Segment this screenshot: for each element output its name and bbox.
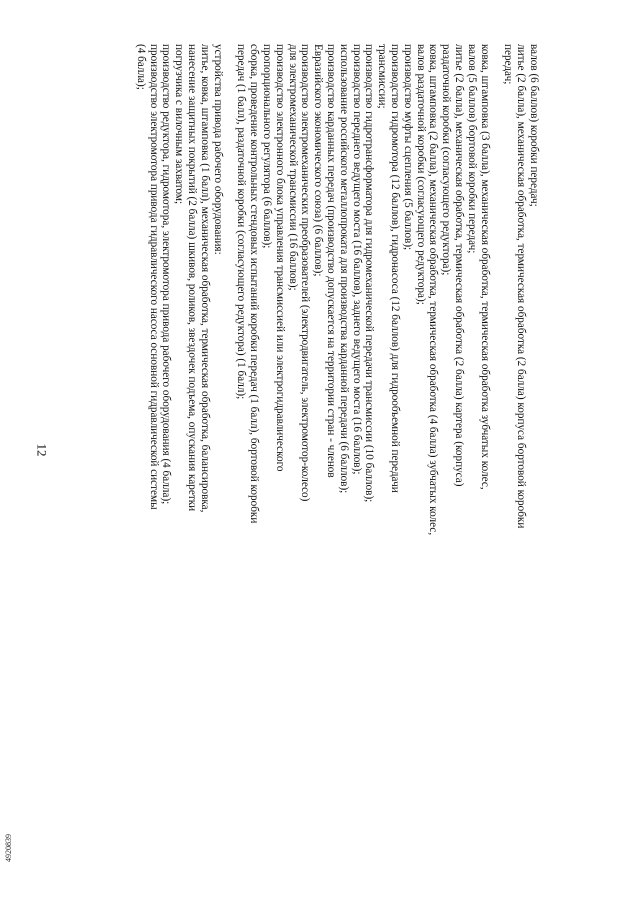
text-line: литье (2 балла), механическая обработка, термическая обработка (2 балла) корпуса бортовой коробки <box>515 44 528 529</box>
document-id: 4920839 <box>4 834 13 862</box>
text-line: сборка, проведение контрольных стендовых испытаний коробки передач (1 балл), бортовой коробки <box>248 44 261 524</box>
text-line: валов (6 баллов) коробки передач; <box>528 44 540 207</box>
text-line: литье (2 балла), механическая обработка, термическая обработка (2 балла) картера (корпуса) <box>453 44 466 487</box>
text-line: производство гидротрансформатора для гидромеханической передачи трансмиссии (10 баллов); <box>363 44 376 503</box>
text-line: трансмиссии; <box>376 44 389 109</box>
text-line: для электромеханической трансмиссии (16 баллов); <box>286 44 299 291</box>
text-line: нанесение защитных покрытий (2 балла) шкивов, роликов, звездочек подъема, опускания каретки <box>186 44 199 512</box>
text-line: пропорционального регулятора (6 баллов); <box>261 44 274 249</box>
text-line: литье, ковка, штамповка (1 балл), механическая обработка, термическая обработка, балансировка, <box>198 44 211 513</box>
text-line: погрузчика с вилочным захватом; <box>173 44 186 205</box>
text-line: производство электромеханических преобразователей (электродвигатель, электромотор-колесо) <box>299 44 312 502</box>
text-line: производство электронного блока управления трансмиссией или электрогидравлического <box>273 44 286 472</box>
text-line: производство гидромотора (12 баллов), гидронасоса (12 баллов) для гидрообъемной передачи <box>389 44 402 493</box>
text-line: производство редуктора, гидромотора, электромотора привода рабочего оборудования (4 балла); <box>160 44 173 505</box>
text-line: производство электромотора привода гидравлического насоса основной гидравлической системы <box>147 44 160 510</box>
text-line: производство переднего ведущего моста (16 баллов), заднего ведущего моста (16 баллов); <box>350 44 363 475</box>
text-line: валов (5 баллов) бортовой коробки передач; <box>465 44 478 254</box>
paragraph-transmission-items <box>235 44 491 844</box>
page-number: 12 <box>34 443 50 457</box>
text-line: раздаточной коробки (согласующего редуктора); <box>440 44 453 276</box>
paragraph-work-equipment-drive <box>134 44 224 844</box>
text-line: Евразийского экономического союза) (6 баллов); <box>312 44 325 277</box>
text-line: передач; <box>502 44 515 85</box>
text-line: использование российского металлопроката для производства карданной передачи (6 баллов); <box>337 44 350 494</box>
text-line: валов раздаточной коробки (согласующего редуктора); <box>414 44 427 305</box>
text-line: устройства привода рабочего оборудования: <box>211 44 224 255</box>
text-line: производство карданных передач (производство допускается на территории стран - членов <box>325 44 338 478</box>
document-body <box>40 44 540 844</box>
text-line: передач (1 балл), раздаточной коробки (согласующего редуктора) (1 балл); <box>235 44 248 400</box>
text-line: ковка, штамповка (3 балла), механическая обработка, термическая обработка зубчатых колес, <box>478 44 491 490</box>
text-line: (4 балла); <box>134 44 147 90</box>
paragraph-gearbox-shafts <box>502 44 540 844</box>
text-line: производство муфты сцепления (5 баллов); <box>401 44 414 251</box>
text-line: ковка, штамповка (2 балла), механическая обработка, термическая обработка (4 балла) зубчатых колес, <box>427 44 440 536</box>
